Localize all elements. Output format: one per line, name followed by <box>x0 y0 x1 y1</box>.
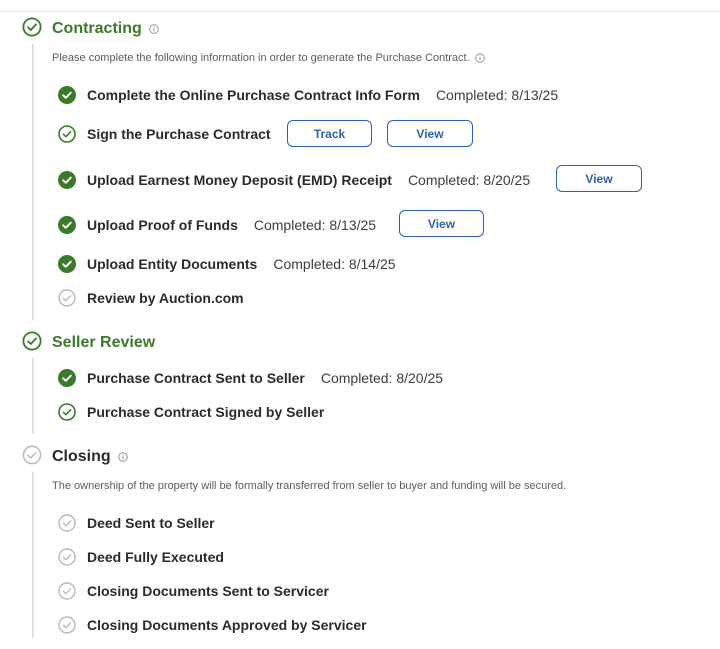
step-label: Upload Earnest Money Deposit (EMD) Receipt <box>87 172 392 188</box>
view-button[interactable]: View <box>399 210 484 237</box>
step-label: Upload Proof of Funds <box>87 217 238 233</box>
info-icon[interactable] <box>475 53 485 63</box>
check-circle-outline-icon <box>22 17 42 42</box>
check-circle-pending-icon <box>58 548 76 566</box>
section-contracting-description <box>52 50 485 66</box>
step-label: Upload Entity Documents <box>87 256 258 272</box>
step-label: Deed Sent to Seller <box>87 515 215 531</box>
view-button[interactable]: View <box>556 165 642 192</box>
section-title-closing: Closing <box>52 448 111 465</box>
step-upload-proof-of-funds <box>58 213 376 237</box>
step-closing-docs-sent-to-servicer <box>58 579 329 603</box>
section-closing-description <box>52 478 566 494</box>
description-text: The ownership of the property will be formally transferred from seller to buyer and funding will be secured. <box>52 480 567 492</box>
step-deed-fully-executed <box>58 545 224 569</box>
check-circle-outline-icon <box>22 331 42 356</box>
section-seller-review-line <box>32 358 34 434</box>
check-circle-filled-icon <box>58 86 76 104</box>
step-status: Completed: 8/20/25 <box>407 172 531 188</box>
check-circle-filled-icon <box>58 216 76 234</box>
step-status: Completed: 8/13/25 <box>435 87 559 103</box>
step-label: Deed Fully Executed <box>87 549 224 565</box>
check-circle-filled-icon <box>58 369 76 387</box>
step-purchase-contract-sent-to-seller <box>58 366 443 390</box>
check-circle-pending-icon <box>58 514 76 532</box>
step-sign-purchase-contract <box>58 122 271 146</box>
check-circle-pending-icon <box>58 289 76 307</box>
step-review-by-auction <box>58 286 244 310</box>
section-contracting-header <box>22 18 159 40</box>
step-closing-docs-approved-by-servicer <box>58 613 367 637</box>
step-label: Closing Documents Approved by Servicer <box>87 617 367 633</box>
step-label: Sign the Purchase Contract <box>87 126 271 142</box>
info-icon[interactable] <box>118 452 128 462</box>
step-label: Complete the Online Purchase Contract Info Form <box>87 87 420 103</box>
section-contracting-line <box>32 44 34 320</box>
section-title-contracting: Contracting <box>52 20 142 37</box>
section-seller-review-header <box>22 332 155 354</box>
step-label: Closing Documents Sent to Servicer <box>87 583 329 599</box>
info-icon[interactable] <box>149 24 159 34</box>
check-circle-pending-icon <box>58 616 76 634</box>
check-circle-pending-icon <box>22 445 42 470</box>
check-circle-outline-icon <box>58 403 76 421</box>
check-circle-filled-icon <box>58 255 76 273</box>
section-closing-header <box>22 446 128 468</box>
step-deed-sent-to-seller <box>58 511 215 535</box>
step-purchase-contract-signed-by-seller <box>58 400 324 424</box>
step-label: Purchase Contract Signed by Seller <box>87 404 325 420</box>
step-label: Review by Auction.com <box>87 290 244 306</box>
step-status: Completed: 8/20/25 <box>320 370 444 386</box>
view-button[interactable]: View <box>387 120 473 147</box>
section-title-seller-review: Seller Review <box>52 334 156 351</box>
top-divider <box>0 11 720 12</box>
check-circle-filled-icon <box>58 171 76 189</box>
track-button[interactable]: Track <box>287 120 372 147</box>
check-circle-outline-icon <box>58 125 76 143</box>
check-circle-pending-icon <box>58 582 76 600</box>
step-upload-emd-receipt <box>58 168 530 192</box>
step-label: Purchase Contract Sent to Seller <box>87 370 305 386</box>
description-text: Please complete the following information in order to generate the Purchase Contract. <box>52 52 470 64</box>
step-status: Completed: 8/13/25 <box>253 217 377 233</box>
step-upload-entity-documents <box>58 252 396 276</box>
step-status: Completed: 8/14/25 <box>273 256 396 272</box>
section-closing-line <box>32 472 34 638</box>
step-complete-info-form <box>58 83 558 107</box>
